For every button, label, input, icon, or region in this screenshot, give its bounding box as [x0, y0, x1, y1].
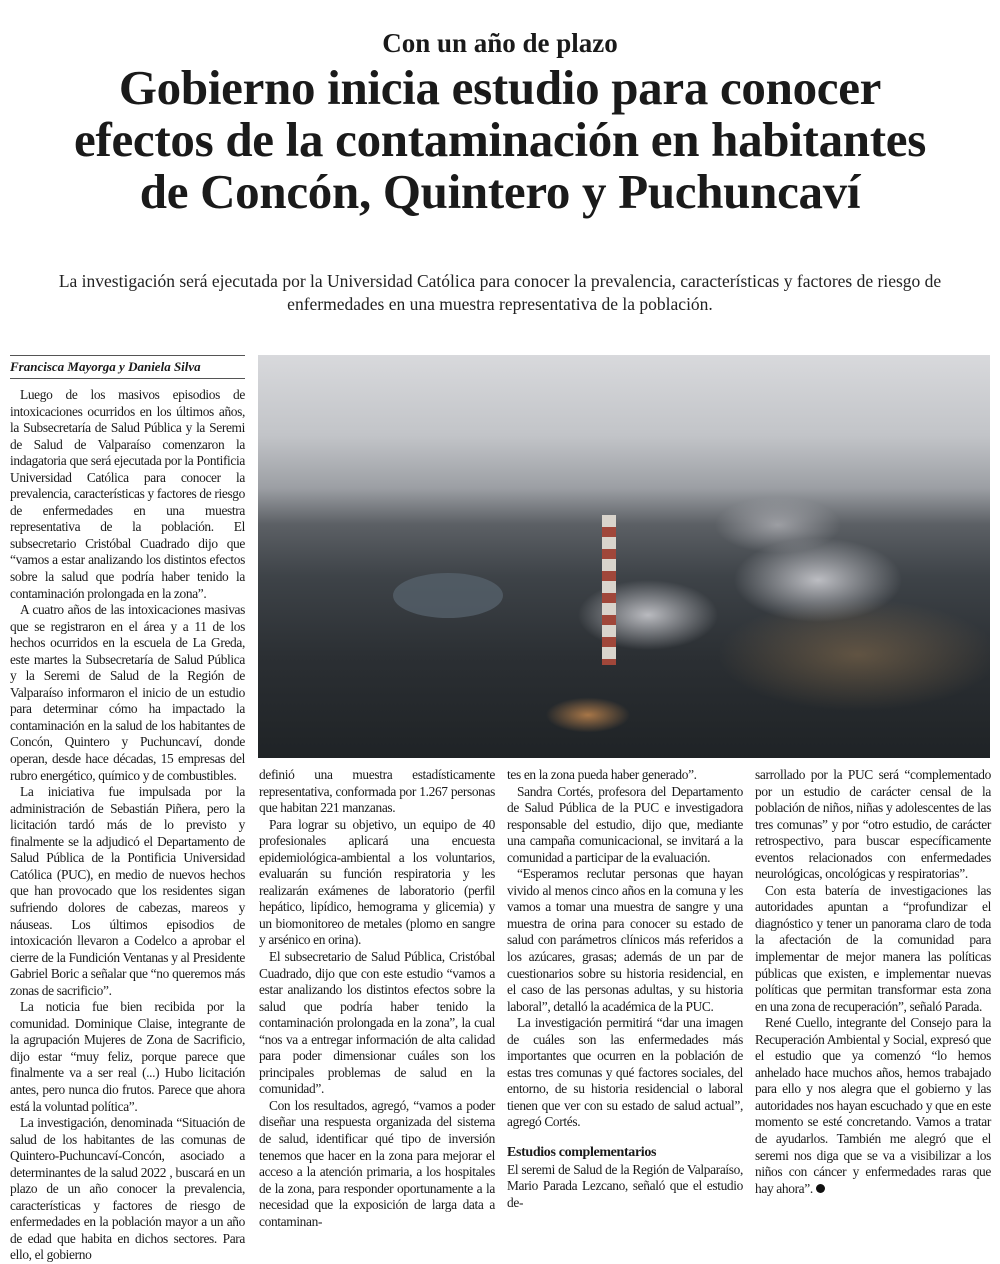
- paragraph: La investigación permitirá “dar una imagen de cuáles son las enfermedades más importantes que ocurren en la población de estas tres comunas y qué factores sociales, del entorno, de su historia residencial o laboral tienen que ver con su estado de salud actual”, agregó Cortés.: [507, 1015, 743, 1130]
- paragraph: [755, 1015, 991, 1197]
- paragraph: definió una muestra estadísticamente representativa, conformada por 1.267 personas que habitan 221 manzanas.: [259, 767, 495, 816]
- paragraph: Para lograr su objetivo, un equipo de 40 profesionales aplicará una encuesta epidemiológica-ambiental a los voluntarios, evaluarán su función respiratoria y les realizarán exámenes de laboratorio (perfil hepático, lipídico, hemograma y glicemia) y un biomonitoreo de metales (plomo en sangre y arsénico en orina).: [259, 816, 495, 948]
- byline-box: [10, 355, 245, 379]
- column-1: [10, 387, 245, 1264]
- paragraph: A cuatro años de las intoxicaciones masivas que se registraron en el área y a 11 de los hechos ocurridos en la escuela de La Greda, este martes la Subsecretaría de Salud Pública y la Seremi de Salud de la Región de Valparaíso informaron el inicio de un estudio para determinar cómo ha impactado la contaminación en la salud de los habitantes de Concón, Quintero y Puchuncaví, donde operan, desde hace décadas, 15 empresas del rubro energético, químico y de combustibles.: [10, 602, 245, 783]
- paragraph: El seremi de Salud de la Región de Valparaíso, Mario Parada Lezcano, señaló que el estudio de-: [507, 1161, 743, 1210]
- article-photo: [258, 355, 990, 758]
- paragraph: La investigación, denominada “Situación de salud de los habitantes de las comunas de Quintero-Puchuncaví-Concón, asociado a determinantes de la salud 2022 , buscará en un plazo de un año conocer la prevalencia, características y factores de riesgo de enfermedades en la población mayor a un año de edad que habita en dichos sectores. Para ello, el gobierno: [10, 1115, 245, 1263]
- paragraph: Con esta batería de investigaciones las autoridades apuntan a “profundizar el diagnóstico y tener un panorama claro de toda la afectación de la comunidad para implementar de mejor manera las políticas públicas que existen, e implementar nuevas políticas que permitan transformar esta zona en una zona de recuperación”, señaló Parada.: [755, 882, 991, 1014]
- paragraph: La iniciativa fue impulsada por la administración de Sebastián Piñera, pero la licitación tardó más de lo previsto y finalmente se la adjudicó el Departamento de Salud Pública de la Pontificia Universidad Católica (PUC), en medio de nuevos hechos que han provocado que los residentes sigan sufriendo dolores de cabezas, mareos y náuseas. Los últimos episodios de intoxicación llevaron a Codelco a aprobar el cierre de la Fundición Ventanas y al Presidente Gabriel Boric a señalar que “no queremos más zonas de sacrificio”.: [10, 784, 245, 998]
- paragraph: Sandra Cortés, profesora del Departamento de Salud Pública de la PUC e investigadora responsable del estudio, dijo que, mediante una campaña comunicacional, se invitará a la comunidad a participar de la evaluación.: [507, 783, 743, 865]
- paragraph: sarrollado por la PUC será “complementado por un estudio de carácter censal de la población de niños, niñas y adolescentes de las tres comunas” y por “otro estudio, de carácter retrospectivo, para buscar específicamente eventos relacionados con enfermedades neurológicas, oncológicas y respiratorias”.: [755, 767, 991, 882]
- kicker: Con un año de plazo: [382, 28, 618, 58]
- headline: [0, 62, 1000, 218]
- photo-lake: [393, 573, 503, 618]
- paragraph: Con los resultados, agregó, “vamos a poder diseñar una respuesta organizada del sistema de salud, identificar qué tipo de inversión tenemos que hacer en la zona para mejorar el acceso a la atención primaria, a los hospitales de la zona, para responder oportunamente a la necesidad que la exposición de larga data a contaminan-: [259, 1097, 495, 1229]
- column-3: [507, 767, 743, 1211]
- paragraph: El subsecretario de Salud Pública, Cristóbal Cuadrado, dijo que con este estudio “vamos a estar analizando los distintos efectos sobre la salud que podría haber tenido la contaminación prolongada en la zona”, la cual “nos va a entregar información de alta calidad para poder dimensionar cuáles son los principales problemas de salud en la comunidad”.: [259, 949, 495, 1097]
- headline-line: Gobierno inicia estudio para conocer: [118, 60, 882, 115]
- column-4: [755, 767, 991, 1197]
- headline-line: efectos de la contaminación en habitantes: [74, 112, 926, 167]
- paragraph: “Esperamos reclutar personas que hayan vivido al menos cinco años en la comuna y les vamos a tomar una muestra de sangre y una muestra de orina para conocer su estado de salud con parámetros clínicos más referidos a los azúcares, grasas; además de un par de cuestionarios sobre su historia residencial, en el caso de las personas adultas, y su historia laboral”, detalló la académica de la PUC.: [507, 866, 743, 1014]
- subhead: Estudios complementarios: [507, 1145, 657, 1161]
- end-mark-icon: [816, 1184, 825, 1193]
- byline: Francisca Mayorga y Daniela Silva: [10, 359, 201, 374]
- headline-line: de Concón, Quintero y Puchuncaví: [139, 164, 861, 219]
- column-2: [259, 767, 495, 1230]
- paragraph: tes en la zona pueda haber generado”.: [507, 767, 697, 782]
- paragraph: Luego de los masivos episodios de intoxicaciones ocurridos en los últimos años, la Subsecretaría de Salud Pública y la Seremi de Salud de Valparaíso comenzaron la indagatoria que será ejecutada por la Pontificia Universidad Católica para conocer la prevalencia, características y factores de riesgo de enfermedades en una muestra representativa de la población. El subsecretario Cristóbal Cuadrado dijo que “vamos a estar analizando los distintos efectos sobre la salud que podría haber tenido la contaminación prolongada en la zona”.: [10, 387, 245, 601]
- paragraph: La noticia fue bien recibida por la comunidad. Dominique Claise, integrante de la agrupación Mujeres de Zona de Sacrificio, dijo estar “muy feliz, porque parece que finalmente va a ser real (...) Hubo licitación antes, pero nunca dio frutos. Parece que ahora está la voluntad política”.: [10, 999, 245, 1114]
- photo-chimney: [602, 515, 616, 665]
- paragraph-text: René Cuello, integrante del Consejo para la Recuperación Ambiental y Social, expresó que el estudio que ya comenzó “lo hemos anhelado hace muchos años, hemos trabajado para ello y nos alegra que el gobierno y las autoridades nos hayan escuchado y que en este momento se esté concretando. Vamos a tratar de ayudarlos. También me alegró que el seremi nos diga que se va a visibilizar a los niños con cáncer y enfermedades raras que hay ahora”.: [755, 1015, 991, 1196]
- deck: La investigación será ejecutada por la Universidad Católica para conocer la prevalencia, características y factores de riesgo de enfermedades en una muestra representativa de la población.: [58, 271, 942, 314]
